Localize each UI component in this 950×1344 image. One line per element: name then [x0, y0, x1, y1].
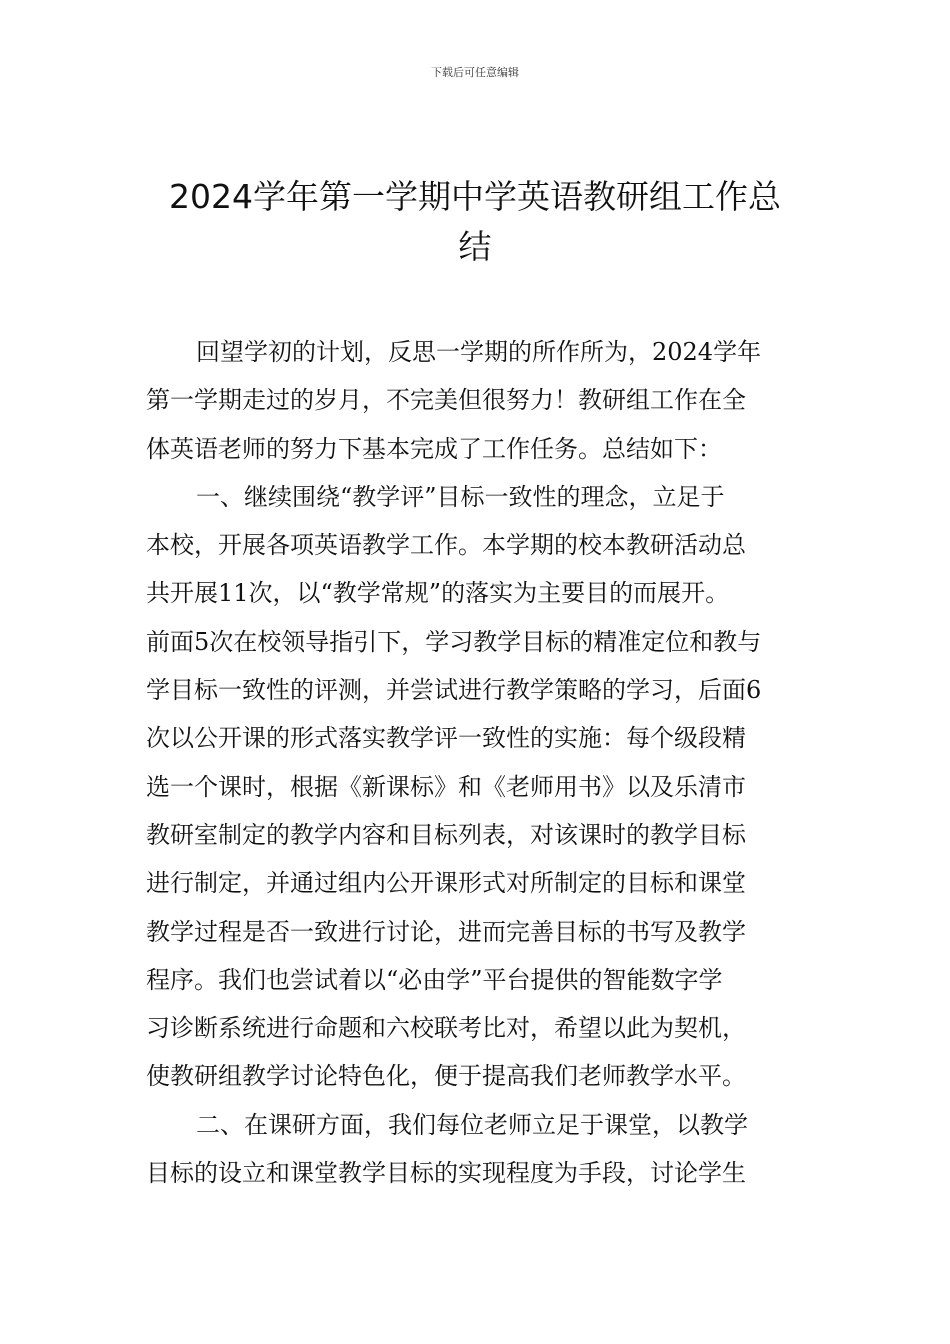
paragraph-section-1-line: 习诊断系统进行命题和六校联考比对，希望以此为契机，: [146, 1014, 746, 1043]
paragraph-section-1-line: 共开展11次，以“教学常规”的落实为主要目的而展开。: [146, 579, 730, 608]
paragraph-intro-line: 第一学期走过的岁月，不完美但很努力！教研组工作在全: [146, 386, 746, 415]
paragraph-intro-line: 回望学初的计划，反思一学期的所作所为，2024学年: [196, 338, 762, 366]
paragraph-section-1-line: 前面5次在校领导指引下，学习教学目标的精准定位和教与: [146, 627, 762, 656]
title-line: 结: [458, 227, 492, 266]
paragraph-section-1-line: 教研室制定的教学内容和目标列表，对该课时的教学目标: [146, 820, 746, 849]
paragraph-intro-line: 体英语老师的努力下基本完成了工作任务。总结如下：: [146, 434, 722, 463]
document-title: [140, 172, 810, 272]
paragraph-section-1-line: 本校，开展各项英语教学工作。本学期的校本教研活动总: [146, 531, 746, 560]
title-line: 2024学年第一学期中学英语教研组工作总: [169, 177, 781, 216]
paragraph-section-1-line: 进行制定，并通过组内公开课形式对所制定的目标和课堂: [146, 869, 746, 898]
paragraph-section-2-line: 目标的设立和课堂教学目标的实现程度为手段，讨论学生: [146, 1159, 746, 1188]
paragraph-section-1-line: 教学过程是否一致进行讨论，进而完善目标的书写及教学: [146, 917, 746, 946]
header-note: 下载后可任意编辑: [431, 66, 519, 79]
paragraph-section-1-line: 选一个课时，根据《新课标》和《老师用书》以及乐清市: [146, 772, 746, 801]
paragraph-section-1-line: 一、继续围绕“教学评”目标一致性的理念，立足于: [196, 482, 725, 511]
paragraph-section-1-line: 使教研组教学讨论特色化，便于提高我们老师教学水平。: [146, 1062, 746, 1091]
paragraph-section-1-line: 次以公开课的形式落实教学评一致性的实施：每个级段精: [146, 724, 746, 753]
paragraph-section-1-line: 学目标一致性的评测，并尝试进行教学策略的学习，后面6: [146, 676, 762, 705]
paragraph-section-1-line: 程序。我们也尝试着以“必由学”平台提供的智能数字学: [146, 965, 723, 994]
paragraph-section-2-line: 二、在课研方面，我们每位老师立足于课堂，以教学: [196, 1110, 748, 1139]
document-body: [146, 328, 808, 1197]
